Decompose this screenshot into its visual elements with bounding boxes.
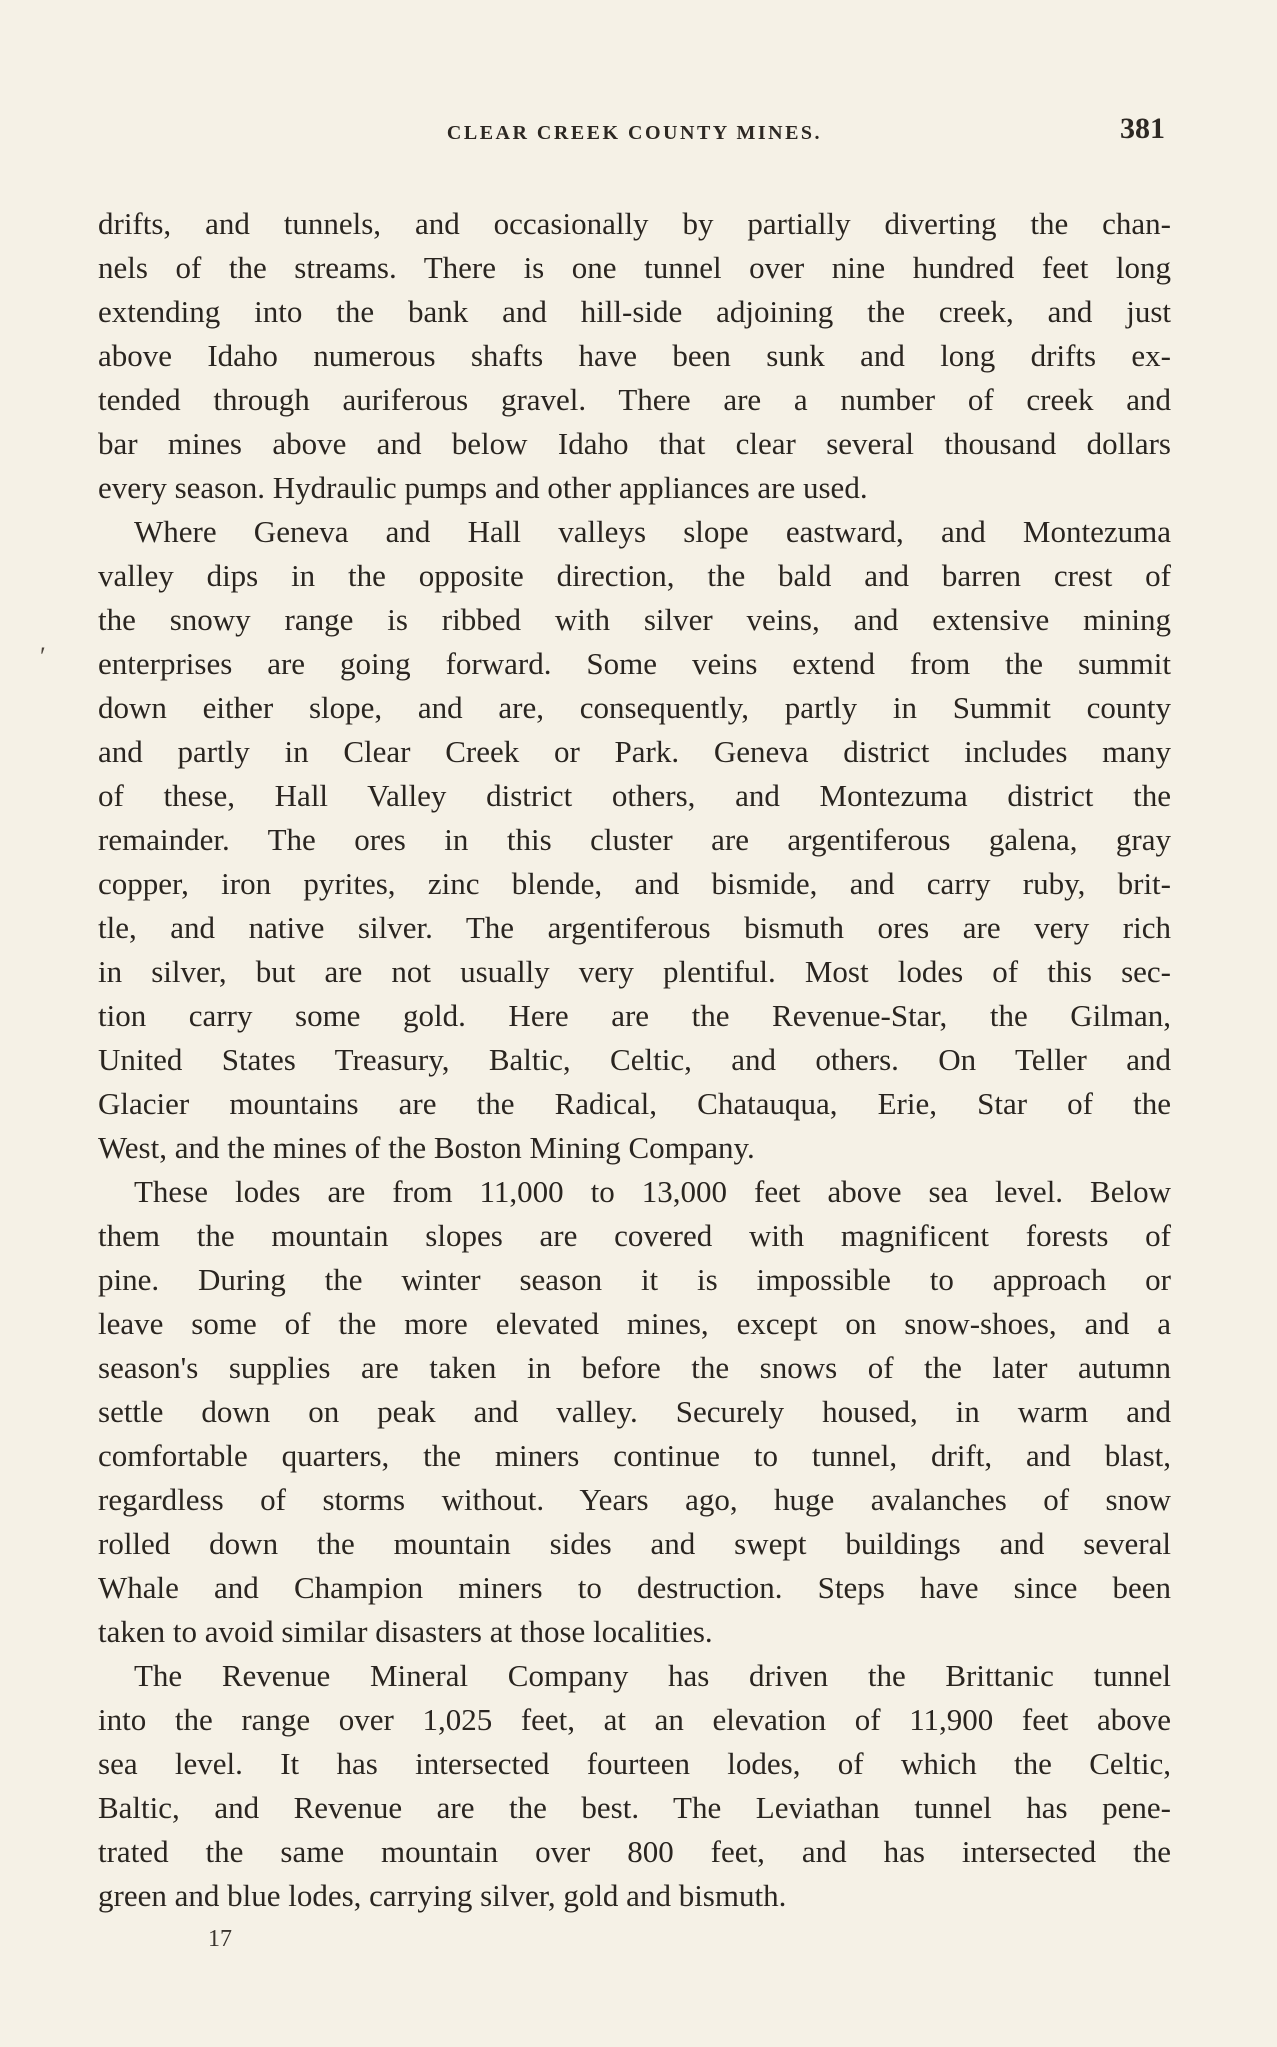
- text-line: remainder. The ores in this cluster are argentiferous galena, gray: [98, 822, 1171, 857]
- text-line: every season. Hydraulic pumps and other appliances are used.: [98, 470, 868, 505]
- text-line: rolled down the mountain sides and swept buildings and several: [98, 1526, 1171, 1561]
- text-line: above Idaho numerous shafts have been sunk and long drifts ex-: [98, 338, 1171, 373]
- text-line: enterprises are going forward. Some veins extend from the summit: [98, 646, 1171, 681]
- page-header: [98, 112, 1171, 152]
- text-line: nels of the streams. There is one tunnel over nine hundred feet long: [98, 250, 1171, 285]
- text-line: Glacier mountains are the Radical, Chatauqua, Erie, Star of the: [98, 1086, 1171, 1121]
- signature-mark: 17: [208, 1926, 232, 1952]
- text-line: extending into the bank and hill-side adjoining the creek, and just: [98, 294, 1171, 329]
- text-line: the snowy range is ribbed with silver veins, and extensive mining: [98, 602, 1171, 637]
- text-line: leave some of the more elevated mines, except on snow-shoes, and a: [98, 1306, 1171, 1341]
- text-line: tended through auriferous gravel. There are a number of creek and: [98, 382, 1171, 417]
- text-line: regardless of storms without. Years ago, huge avalanches of snow: [98, 1482, 1171, 1517]
- text-line: Baltic, and Revenue are the best. The Leviathan tunnel has pene-: [98, 1790, 1171, 1825]
- text-line: trated the same mountain over 800 feet, and has intersected the: [98, 1834, 1171, 1869]
- text-line: green and blue lodes, carrying silver, gold and bismuth.: [98, 1878, 787, 1913]
- text-line: sea level. It has intersected fourteen lodes, of which the Celtic,: [98, 1746, 1171, 1781]
- text-line: bar mines above and below Idaho that clear several thousand dollars: [98, 426, 1171, 461]
- text-line: The Revenue Mineral Company has driven the Brittanic tunnel: [134, 1658, 1171, 1693]
- text-line: season's supplies are taken in before the snows of the later autumn: [98, 1350, 1171, 1385]
- text-line: Whale and Champion miners to destruction. Steps have since been: [98, 1570, 1171, 1605]
- text-line: copper, iron pyrites, zinc blende, and bismide, and carry ruby, brit-: [98, 866, 1171, 901]
- text-line: settle down on peak and valley. Securely housed, in warm and: [98, 1394, 1171, 1429]
- text-line: Where Geneva and Hall valleys slope eastward, and Montezuma: [134, 514, 1171, 549]
- text-line: down either slope, and are, consequently, partly in Summit county: [98, 690, 1171, 725]
- text-line: into the range over 1,025 feet, at an elevation of 11,900 feet above: [98, 1702, 1171, 1737]
- page-number: 381: [1120, 112, 1165, 145]
- text-line: United States Treasury, Baltic, Celtic, and others. On Teller and: [98, 1042, 1171, 1077]
- text-line: comfortable quarters, the miners continue to tunnel, drift, and blast,: [98, 1438, 1171, 1473]
- text-line: tion carry some gold. Here are the Revenue-Star, the Gilman,: [98, 998, 1171, 1033]
- text-line: in silver, but are not usually very plentiful. Most lodes of this sec-: [98, 954, 1171, 989]
- body-text: [98, 202, 1171, 1918]
- margin-mark: ′: [40, 642, 46, 671]
- text-line: valley dips in the opposite direction, the bald and barren crest of: [98, 558, 1171, 593]
- text-line: of these, Hall Valley district others, and Montezuma district the: [98, 778, 1171, 813]
- text-line: and partly in Clear Creek or Park. Geneva district includes many: [98, 734, 1171, 769]
- text-line: pine. During the winter season it is impossible to approach or: [98, 1262, 1171, 1297]
- text-line: them the mountain slopes are covered with magnificent forests of: [98, 1218, 1171, 1253]
- text-line: taken to avoid similar disasters at those localities.: [98, 1614, 713, 1649]
- text-line: These lodes are from 11,000 to 13,000 feet above sea level. Below: [134, 1174, 1171, 1209]
- text-line: drifts, and tunnels, and occasionally by partially diverting the chan-: [98, 206, 1171, 241]
- text-line: tle, and native silver. The argentiferous bismuth ores are very rich: [98, 910, 1171, 945]
- text-line: West, and the mines of the Boston Mining Company.: [98, 1130, 755, 1165]
- running-head: CLEAR CREEK COUNTY MINES.: [446, 122, 823, 144]
